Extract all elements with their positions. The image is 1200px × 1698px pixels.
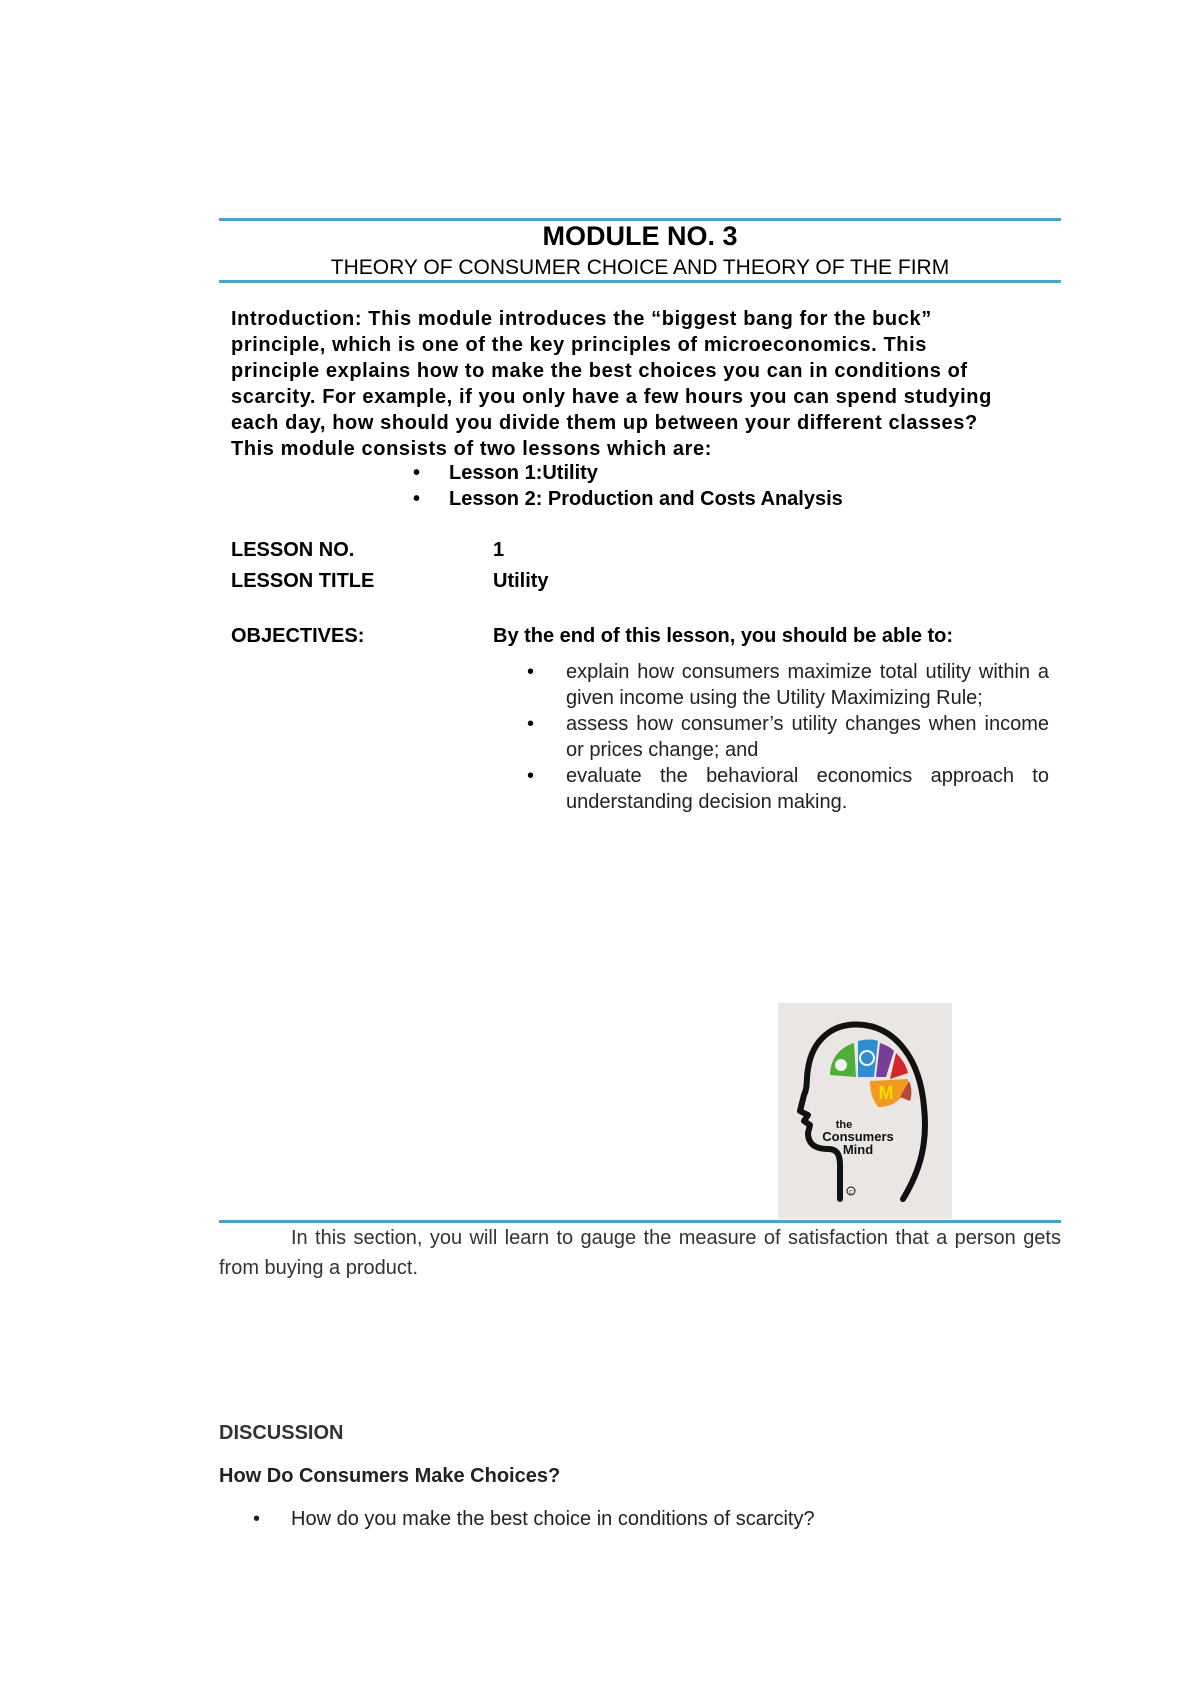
module-subtitle: THEORY OF CONSUMER CHOICE AND THEORY OF THE FIRM	[330, 256, 950, 279]
objective-item: • evaluate the behavioral economics approach to understanding decision making.	[527, 763, 1049, 815]
lesson-list	[413, 460, 843, 512]
consumers-mind-image	[778, 1003, 952, 1219]
intro-line: This module consists of two lessons which are:	[231, 438, 713, 460]
apple-icon	[835, 1059, 847, 1071]
purple-segment	[876, 1043, 894, 1077]
mcdonalds-icon: M	[878, 1083, 894, 1103]
red-segment	[890, 1053, 908, 1079]
head-brain-illustration	[778, 1003, 952, 1219]
discussion-bullet-text: How do you make the best choice in conditions of scarcity?	[291, 1508, 815, 1530]
caption-the: the	[835, 1119, 853, 1131]
objectives-list	[527, 659, 1049, 815]
lesson-list-item: • Lesson 2: Production and Costs Analysis	[413, 486, 843, 512]
intro-line: Introduction: This module introduces the “biggest bang for the buck”	[231, 308, 932, 330]
module-title: MODULE NO. 3	[542, 221, 738, 251]
header-bottom-rule	[219, 280, 1061, 283]
copyright-letter: C	[849, 1190, 853, 1196]
lesson-list-item: • Lesson 1:Utility	[413, 460, 843, 486]
lesson-no-label: LESSON NO.	[231, 539, 355, 561]
caption-consumers: Consumers	[822, 1129, 894, 1144]
intro-line: scarcity. For example, if you only have a few hours you can spend studying	[231, 386, 992, 408]
introduction-paragraph	[231, 306, 1049, 462]
intro-line: principle explains how to make the best choices you can in conditions of	[231, 360, 968, 382]
lesson-title-value: Utility	[493, 570, 549, 592]
objectives-intro: By the end of this lesson, you should be able to:	[493, 625, 954, 647]
objectives-label: OBJECTIVES:	[231, 625, 365, 647]
lesson-no-value: 1	[493, 539, 505, 561]
section-intro-text: In this section, you will learn to gauge the measure of satisfaction that a person gets from buying a product.	[219, 1227, 1061, 1279]
objective-item: • explain how consumers maximize total utility within a given income using the Utility Maximizing Rule;	[527, 659, 1049, 711]
objective-item: • assess how consumer’s utility changes when income or prices change; and	[527, 711, 1049, 763]
intro-line: principle, which is one of the key principles of microeconomics. This	[231, 334, 927, 356]
discussion-bullet	[253, 1508, 815, 1531]
discussion-heading: DISCUSSION	[219, 1422, 344, 1444]
caption-mind: Mind	[842, 1142, 874, 1157]
intro-line: each day, how should you divide them up between your different classes?	[231, 412, 978, 434]
bullet-dot: •	[253, 1508, 261, 1530]
question-heading: How Do Consumers Make Choices?	[219, 1465, 561, 1487]
lesson-title-label: LESSON TITLE	[231, 570, 375, 592]
